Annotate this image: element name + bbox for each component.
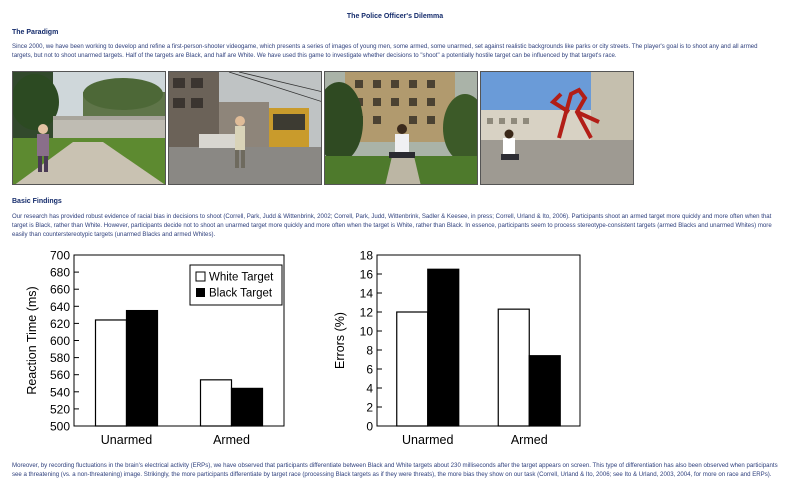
errors-plot-area xyxy=(333,249,580,448)
legend-label-white: White Target xyxy=(209,271,274,284)
photo-courtyard-target xyxy=(324,71,478,185)
erp-paragraph: Moreover, by recording fluctuations in the brain's electrical activity (ERPs), we have observed that participants differentiate between Black and White targets about 230 milliseconds after the target appears on screen. This type of differentiation has also been observed when participants see a threatening (vs. a non-threatening) image. Strikingly, the more participants differentiate by target race (processing Black targets as if they were threats), the more bias they show on our task (Correll, Urland & Ito, 2006; see Ito & Urland, 2003, 2004, for more on race and ERPs). xyxy=(12,462,778,478)
y-tick-label: 12 xyxy=(359,305,373,320)
page-title: The Police Officer's Dilemma xyxy=(346,13,444,20)
y-tick-label: 620 xyxy=(49,316,70,331)
y-tick-label: 18 xyxy=(359,248,373,263)
y-tick-label: 660 xyxy=(49,282,70,297)
y-tick-label: 600 xyxy=(49,334,70,348)
x-category-label: Unarmed xyxy=(100,433,153,447)
paradigm-paragraph: Since 2000, we have been working to develop and refine a first-person-shooter videogame, which presents a series of images of young men, some armed, some unarmed, set against realistic backgrounds like parks or city streets. The player's goal is to shoot any and all armed targets, but not to shoot unarmed targets. Half of the targets are Black, and half are White. We have used this game to investigate whether decisions to "shoot" a potentially hostile target can be influenced by that target's race. xyxy=(12,43,758,59)
heading-basic-findings: Basic Findings xyxy=(12,198,62,205)
heading-paradigm: The Paradigm xyxy=(12,29,59,36)
y-tick-label: 640 xyxy=(49,299,70,314)
findings-paragraph: Our research has provided robust evidence of racial bias in decisions to shoot (Correll, Park, Judd & Wittenbrink, 2002; Correll, Park, Judd, Wittenbrink, Sadler & Keesee, in press; Correll, Urland & Ito, 2006). Participants shoot an armed target more quickly and more often when that target is Black, rather than White. However, participants decide not to shoot an unarmed target more quickly and more often when the target is White, rather than Black. In essence, participants seem to process stereotype-consistent targets (armed Blacks and unarmed Whites) more easily than counterstereotypic targets (unarmed Blacks and armed Whites). xyxy=(12,213,772,238)
y-tick-label: 700 xyxy=(49,248,70,263)
y-axis-label: Reaction Time (ms) xyxy=(25,286,39,395)
y-tick-label: 4 xyxy=(366,381,373,396)
y-tick-label: 580 xyxy=(49,351,70,366)
legend-swatch-white xyxy=(196,272,205,281)
x-category-label: Unarmed xyxy=(402,433,454,447)
y-tick-label: 14 xyxy=(359,286,373,301)
bar-black-target-unarmed xyxy=(428,269,459,426)
legend-label-black: Black Target xyxy=(209,287,273,300)
bar-black-target-armed xyxy=(529,356,560,426)
y-tick-label: 8 xyxy=(366,343,373,358)
y-tick-label: 2 xyxy=(366,400,373,415)
bar-black-target-unarmed xyxy=(127,311,158,426)
bar-white-target-armed xyxy=(201,380,232,426)
y-axis-label: Errors (%) xyxy=(333,312,347,369)
legend-swatch-black xyxy=(196,288,205,297)
y-tick-label: 6 xyxy=(366,362,373,377)
bar-white-target-unarmed xyxy=(397,312,428,426)
bar-white-target-unarmed xyxy=(96,320,127,426)
x-category-label: Armed xyxy=(510,433,548,447)
chart-legend xyxy=(190,265,282,305)
y-tick-label: 540 xyxy=(49,385,70,400)
photo-street-target xyxy=(168,71,322,185)
photo-plaza-target xyxy=(480,71,634,185)
y-tick-label: 560 xyxy=(49,368,70,383)
errors-chart xyxy=(330,245,610,455)
bar-black-target-armed xyxy=(232,388,263,426)
y-tick-label: 520 xyxy=(49,402,70,417)
x-category-label: Armed xyxy=(213,433,250,447)
photo-park-target xyxy=(12,71,166,185)
y-tick-label: 680 xyxy=(49,265,70,280)
bar-white-target-armed xyxy=(498,309,529,426)
y-tick-label: 500 xyxy=(49,419,70,434)
reaction-time-chart xyxy=(22,245,322,455)
y-tick-label: 16 xyxy=(359,267,373,282)
y-tick-label: 10 xyxy=(359,324,373,339)
y-tick-label: 0 xyxy=(366,419,373,434)
